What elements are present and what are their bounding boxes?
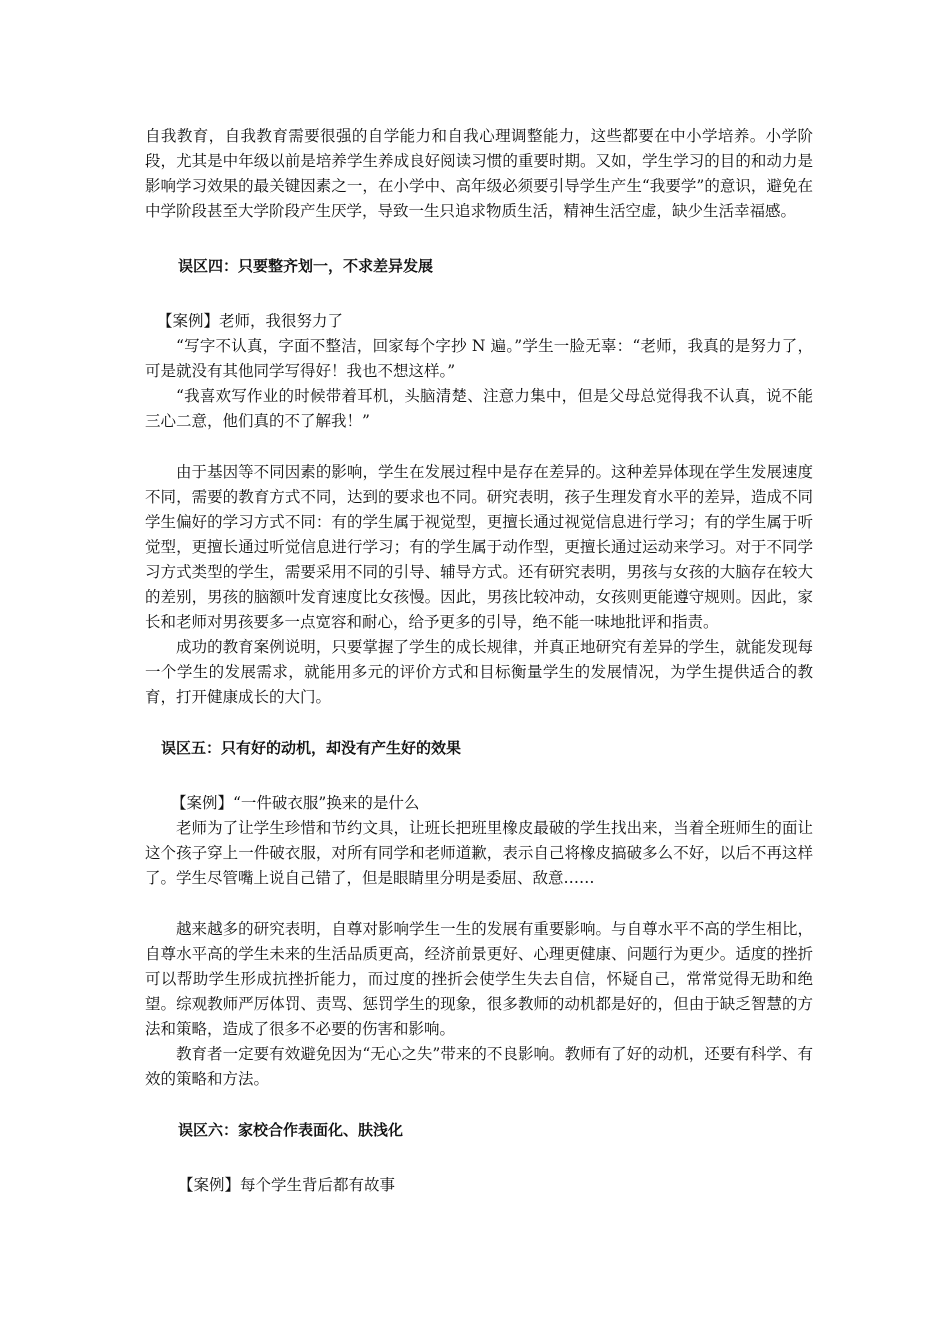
misconception-5-heading: 误区五：只有好的动机，却没有产生好的效果 <box>161 739 462 757</box>
case-6-title: 【案例】每个学生背后都有故事 <box>178 1176 396 1194</box>
misconception-5-body-1: 越来越多的研究表明，自尊对影响学生一生的发展有重要影响。与自尊水平不高的学生相比，自尊水平高的学生未来的生活品质更高，经济前景更好、心理更健康、问题行为更少。适度的挫折可以帮助学生形成抗挫折能力，而过度的挫折会使学生失去自信，怀疑自己，常常觉得无助和绝望。综观教师严厉体罚、责骂、惩罚学生的现象，很多教师的动机都是好的，但由于缺乏智慧的方法和策略，造成了很多不必要的伤害和影响。 <box>145 920 813 1038</box>
case-4-paragraph-2: “我喜欢写作业的时候带着耳机，头脑清楚、注意力集中，但是父母总觉得我不认真，说不能三心二意，他们真的不了解我！” <box>145 387 813 430</box>
intro-paragraph: 自我教育，自我教育需要很强的自学能力和自我心理调整能力，这些都要在中小学培养。小学阶段，尤其是中年级以前是培养学生养成良好阅读习惯的重要时期。又如，学生学习的目的和动力是影响学习效果的最关键因素之一，在小学中、高年级必须要引导学生产生“我要学”的意识，避免在中学阶段甚至大学阶段产生厌学，导致一生只追求物质生活，精神生活空虚，缺少生活幸福感。 <box>145 127 813 220</box>
misconception-6-heading: 误区六：家校合作表面化、肤浅化 <box>178 1121 404 1139</box>
case-4-title: 【案例】老师，我很努力了 <box>157 312 344 330</box>
misconception-4-body-2: 成功的教育案例说明，只要掌握了学生的成长规律，并真正地研究有差异的学生，就能发现每一个学生的发展需求，就能用多元的评价方式和目标衡量学生的发展情况，为学生提供适合的教育，打开健康成长的大门。 <box>145 638 813 706</box>
case-5-title: 【案例】“一件破衣服”换来的是什么 <box>171 794 420 812</box>
misconception-4-body-1: 由于基因等不同因素的影响，学生在发展过程中是存在差异的。这种差异体现在学生发展速度不同，需要的教育方式不同，达到的要求也不同。研究表明，孩子生理发育水平的差异，造成不同学生偏好的学习方式不同：有的学生属于视觉型，更擅长通过视觉信息进行学习；有的学生属于听觉型，更擅长通过听觉信息进行学习；有的学生属于动作型，更擅长通过运动来学习。对于不同学习方式类型的学生，需要采用不同的引导、辅导方式。还有研究表明，男孩与女孩的大脑存在较大的差别，男孩的脑额叶发育速度比女孩慢。因此，男孩比较冲动，女孩则更能遵守规则。因此，家长和老师对男孩要多一点宽容和耐心，给予更多的引导，绝不能一味地批评和指责。 <box>145 463 813 631</box>
document-page <box>145 124 813 1198</box>
misconception-4-heading: 误区四：只要整齐划一，不求差异发展 <box>178 257 434 275</box>
case-5-paragraph-1: 老师为了让学生珍惜和节约文具，让班长把班里橡皮最破的学生找出来，当着全班师生的面让这个孩子穿上一件破衣服，对所有同学和老师道歉，表示自己将橡皮搞破多么不好，以后不再这样了。学生尽管嘴上说自己错了，但是眼睛里分明是委屈、敌意…… <box>145 819 813 887</box>
case-4-paragraph-1: “写字不认真，字面不整洁，回家每个字抄 N 遍。”学生一脸无辜：“老师，我真的是努力了，可是就没有其他同学写得好！我也不想这样。” <box>145 337 813 380</box>
misconception-5-body-2: 教育者一定要有效避免因为“无心之失”带来的不良影响。教师有了好的动机，还要有科学、有效的策略和方法。 <box>145 1045 813 1088</box>
